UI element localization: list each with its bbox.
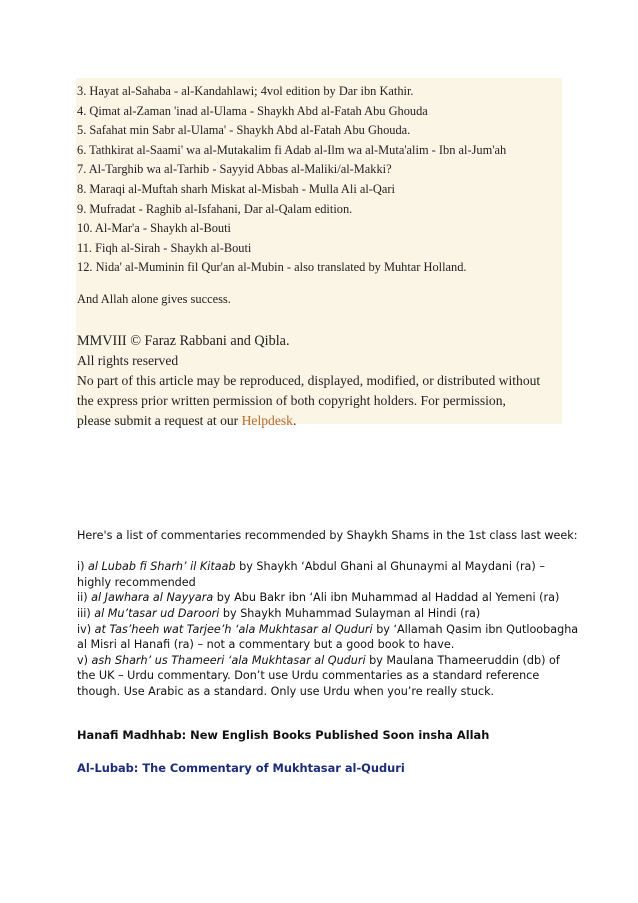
rights-line: All rights reserved xyxy=(77,353,179,368)
item-number: iv) xyxy=(77,622,95,636)
item-text: though. Use Arabic as a standard. Only use Urdu when you’re really stuck. xyxy=(77,684,495,698)
item-number: v) xyxy=(77,653,92,667)
item-text: the UK – Urdu commentary. Don’t use Urdu commentaries as a standard reference xyxy=(77,669,540,683)
list-item: 5. Safahat min Sabr al-Ulama' - Shaykh Abd al-Fatah Abu Ghouda. xyxy=(77,123,411,138)
list-item xyxy=(77,590,567,606)
item-number: iii) xyxy=(77,606,95,620)
permission-line: No part of this article may be reproduced, displayed, modified, or distributed without xyxy=(77,373,541,388)
copyright-notice xyxy=(77,331,567,431)
book-title: al Lubab fi Sharh’ il Kitaab xyxy=(88,560,236,574)
commentary-list xyxy=(77,528,579,700)
list-item xyxy=(77,606,567,622)
closing-line: And Allah alone gives success. xyxy=(77,292,231,306)
list-item xyxy=(77,653,567,700)
permission-request-line xyxy=(77,411,567,431)
item-number: i) xyxy=(77,560,89,574)
list-item: 3. Hayat al-Sahaba - al-Kandahlawi; 4vol edition by Dar ibn Kathir. xyxy=(77,84,414,98)
item-number: ii) xyxy=(77,591,92,605)
list-item: 4. Qimat al-Zaman 'inad al-Ulama - Shaykh Abd al-Fatah Abu Ghouda xyxy=(77,103,428,118)
list-item: 6. Tathkirat al-Saami' wa al-Mutakalim fi Adab al-Ilm wa al-Muta'alim - Ibn al-Jum'ah xyxy=(77,142,507,157)
reference-list xyxy=(77,82,506,278)
item-text: by Maulana Thameeruddin (db) of xyxy=(365,653,560,667)
list-item: 12. Nida' al-Muminin fil Qur'an al-Mubin - also translated by Muhtar Holland. xyxy=(77,260,467,275)
helpdesk-link[interactable]: Helpdesk xyxy=(241,413,293,428)
list-item: 10. Al-Mar'a - Shaykh al-Bouti xyxy=(77,221,231,236)
list-item: 8. Maraqi al-Muftah sharh Miskat al-Misbah - Mulla Ali al-Qari xyxy=(77,181,395,196)
copyright-line: MMVIII © Faraz Rabbani and Qibla. xyxy=(77,333,290,349)
list-item: 11. Fiqh al-Sirah - Shaykh al-Bouti xyxy=(77,240,252,255)
commentary-intro: Here's a list of commentaries recommended by Shaykh Shams in the 1st class last week: xyxy=(77,529,578,542)
item-text: by Abu Bakr ibn ‘Ali ibn Muhammad al Haddad al Yemeni (ra) xyxy=(213,591,560,605)
item-text: by Shaykh Muhammad Sulayman al Hindi (ra) xyxy=(219,606,481,620)
item-text: by ‘Allamah Qasim ibn Qutloobagha xyxy=(372,622,579,636)
request-period: . xyxy=(292,413,297,428)
permission-line: the express prior written permission of both copyright holders. For permission, xyxy=(77,393,506,408)
list-item xyxy=(77,559,567,590)
item-text: by Shaykh ‘Abdul Ghani al Ghunaymi al Maydani (ra) – xyxy=(235,560,545,574)
request-text: please submit a request at our xyxy=(77,413,242,428)
book-title: ash Sharh’ us Thameeri ‘ala Mukhtasar al Quduri xyxy=(91,653,366,667)
book-title: at Tas’heeh wat Tarjee’h ‘ala Mukhtasar al Quduri xyxy=(94,622,373,636)
book-title: al Mu’tasar ud Daroori xyxy=(94,606,220,620)
list-item: 7. Al-Targhib wa al-Tarhib - Sayyid Abbas al-Maliki/al-Makki? xyxy=(77,162,392,177)
list-item xyxy=(77,622,579,653)
list-item: 9. Mufradat - Raghib al-Isfahani, Dar al-Qalam edition. xyxy=(77,201,353,216)
item-text: al Misri al Hanafi (ra) – not a commentary but a good book to have. xyxy=(77,638,455,652)
book-title: al Jawhara al Nayyara xyxy=(91,591,214,605)
item-text: highly recommended xyxy=(77,575,196,589)
section-heading: Hanafi Madhhab: New English Books Published Soon insha Allah xyxy=(77,728,490,742)
section-subheading: Al-Lubab: The Commentary of Mukhtasar al-Quduri xyxy=(77,761,405,775)
